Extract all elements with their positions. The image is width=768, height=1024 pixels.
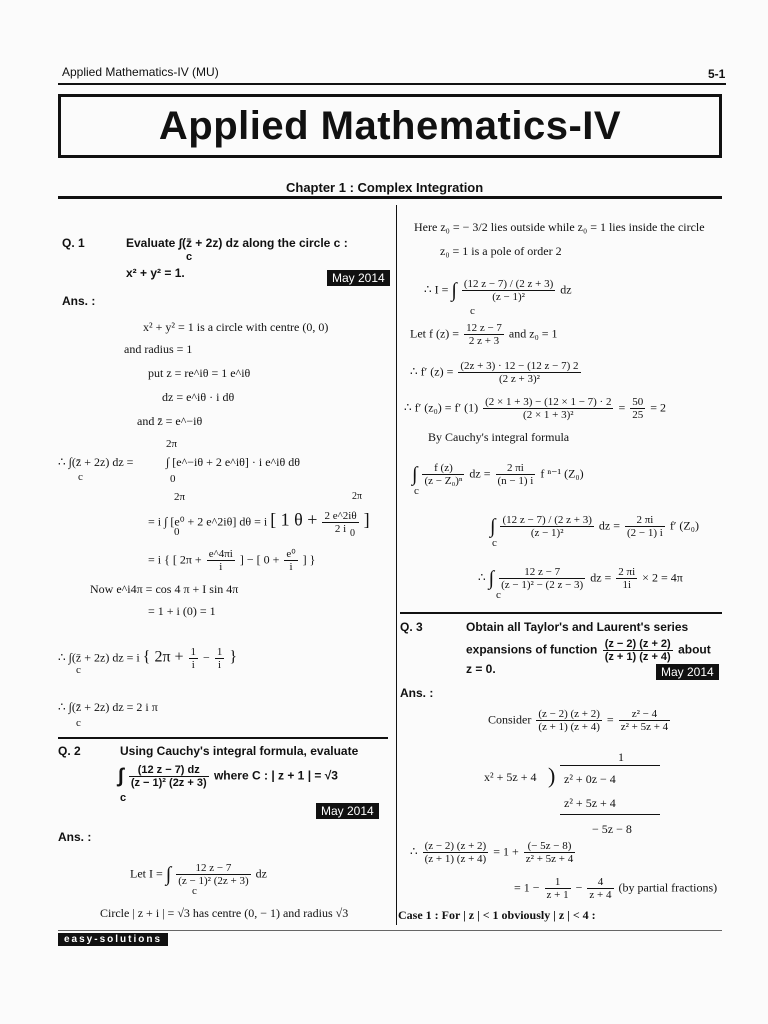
q1-line-5: and z̄ = e^−iθ	[137, 414, 203, 428]
q2-rule	[58, 737, 388, 739]
q3-r-den: (z + 1) (z + 4)	[424, 853, 487, 865]
footer-logo: easy-solutions	[58, 933, 168, 946]
q3-fn-den: (z + 1) (z + 4)	[604, 651, 671, 663]
r-fpz-num: (2 × 1 + 3) − (12 × 1 − 7) · 2	[485, 396, 612, 408]
r-c3-rn: 2 πi	[618, 566, 636, 578]
q3-line3: z = 0.	[466, 662, 496, 676]
q3-cons-den: (z + 1) (z + 4)	[538, 721, 600, 733]
q1-res1	[58, 646, 237, 671]
page-number: 5-1	[708, 67, 726, 81]
footer-rule	[58, 930, 722, 931]
r-fp-frac	[458, 360, 580, 385]
q1-res1-frac-1	[189, 646, 199, 671]
r-c2	[490, 514, 699, 539]
q1-step3	[148, 548, 315, 573]
r-I-den: (z − 1)²	[492, 291, 525, 303]
r-I	[424, 278, 572, 303]
q2-integral-frac	[129, 764, 209, 789]
r-c2-den: (z − 1)²	[530, 527, 564, 539]
q3-label: Q. 3	[400, 620, 423, 634]
q3-rule	[400, 612, 722, 614]
r-c2-end: f′ (Z₀)	[669, 518, 699, 533]
r-cf-rn: 2 πi	[496, 462, 536, 475]
q3-r-num: (z − 2) (z + 2)	[424, 840, 487, 852]
q2-let	[130, 862, 267, 887]
r-fpz-frac	[483, 396, 613, 421]
r-c3-rfrac	[616, 566, 637, 591]
r-c3	[478, 566, 683, 591]
r-cf-den: (z − Z₀)ⁿ	[424, 475, 463, 487]
q1-step3-f2-num: e⁰	[286, 548, 296, 560]
r-cf-num: f (z)	[422, 462, 464, 475]
chapter-title: Chapter 1 : Complex Integration	[286, 180, 484, 195]
q3-pf-lhs: = 1 −	[514, 880, 540, 895]
r-let-num: 12 z − 7	[466, 322, 502, 334]
r-cauchy: By Cauchy's integral formula	[428, 430, 570, 444]
r-c3-int: ∫	[488, 567, 495, 590]
q3-div-rem: − 5z − 8	[592, 822, 632, 836]
q3-line2a: expansions of function	[466, 642, 598, 657]
r-I-num: (12 z − 7) / (2 z + 3)	[463, 278, 554, 290]
q1-line-2: and radius = 1	[124, 342, 193, 356]
q1-step2-bot: 0	[174, 526, 180, 538]
q3-consider-label: Consider	[488, 712, 532, 727]
q1-badge: May 2014	[327, 270, 390, 286]
q3-cons-frac	[536, 708, 602, 733]
r-let-den: 2 z + 3	[468, 335, 500, 347]
q3-r-eq: = 1 +	[493, 844, 519, 859]
q3-badge: May 2014	[656, 664, 719, 680]
q3-div-sub: z² + 5z + 4	[564, 796, 616, 810]
r-here: Here z₀ = − 3/2 lies outside while z₀ = 1 lies inside the circle	[414, 220, 705, 234]
q1-step2-top: 2π	[174, 491, 186, 503]
q1-step1-lhs: ∴ ∫(z̄ + 2z) dz =	[58, 455, 134, 469]
r-fp-den: (2 z + 3)²	[498, 373, 540, 385]
q3-cons-num: (z − 2) (z + 2)	[538, 708, 600, 720]
q1-step2-bracket: [ 1 θ +	[270, 509, 318, 530]
q1-now2: = 1 + i (0) = 1	[148, 604, 216, 618]
q2-question: Using Cauchy's integral formula, evaluate	[120, 744, 359, 758]
r-fpz-end: = 2	[650, 400, 667, 415]
r-c3-den: (z − 1)² − (2 z − 3)	[501, 579, 584, 591]
q2-let-lhs: Let I =	[130, 866, 163, 881]
q1-step3-end: ] }	[302, 552, 316, 567]
q3-pf-frac-2	[587, 876, 613, 901]
q3-pf-note: (by partial fractions)	[618, 880, 718, 895]
r-c3-num: 12 z − 7	[499, 566, 585, 579]
r-sub-c-3: c	[492, 537, 497, 549]
q2-let-int: ∫	[165, 863, 172, 886]
q3-div-bracket: )	[548, 763, 556, 788]
q1-res1-f1-num: 1	[190, 646, 197, 658]
r-pole: z₀ = 1 is a pole of order 2	[440, 244, 562, 258]
q1-step3-f2-den: i	[289, 561, 293, 573]
q3-fn-num: (z − 2) (z + 2)	[604, 638, 671, 650]
q2-let-den: (z − 1)² (2z + 3)	[178, 875, 249, 887]
r-fp	[410, 360, 583, 385]
q2-circle: Circle | z + i | = √3 has centre (0, − 1) and radius √3	[100, 906, 349, 920]
r-fp-lhs: ∴ f′ (z) =	[410, 364, 454, 379]
q3-pf-d1: z + 1	[546, 889, 569, 901]
q1-res1-lhs: ∴ ∫(z̄ + 2z) dz = i	[58, 650, 140, 665]
q1-res1-f2-den: i	[218, 659, 222, 671]
q3-consider	[488, 708, 672, 733]
r-c2-dz: dz =	[598, 518, 620, 533]
r-I-frac	[462, 278, 555, 303]
r-fpz-den: (2 × 1 + 3)²	[523, 409, 574, 421]
q2-int-num: (12 z − 7) dz	[129, 764, 209, 777]
q3-r-rfrac	[524, 840, 575, 865]
r-c3-frac	[499, 566, 585, 591]
q1-int-top: 2π	[166, 438, 178, 450]
r-cf-int: ∫	[412, 463, 418, 486]
r-fpz	[404, 396, 666, 421]
r-sub-c-1: c	[470, 305, 475, 317]
q3-div-dividend: z² + 0z − 4	[564, 772, 616, 786]
q1-step3-frac-2	[284, 548, 297, 573]
q1-step3-mid: ] − [ 0 +	[239, 552, 280, 567]
q3-result-therefore: ∴	[410, 844, 421, 859]
q1-label: Q. 1	[62, 236, 85, 250]
r-fpz-frac-2	[630, 396, 645, 421]
q2-badge: May 2014	[316, 803, 379, 819]
q1-step1-rhs: ∫ [e^−iθ + 2 e^iθ] · i e^iθ dθ	[166, 455, 301, 469]
chapter-rule	[58, 196, 722, 199]
q1-step3-frac-1	[207, 548, 235, 573]
q2-let-num: 12 z − 7	[176, 862, 250, 875]
q3-pf-n2: 4	[587, 876, 613, 889]
q1-res1-frac-2	[215, 646, 225, 671]
q2-integral-sign: ∫	[118, 765, 124, 787]
q1-sub-c: c	[186, 251, 193, 263]
r-let	[410, 322, 558, 347]
q1-sub-c-4: c	[76, 717, 81, 729]
q2-label: Q. 2	[58, 744, 81, 758]
q2-ans: Ans. :	[58, 830, 92, 844]
q3-cons-rn: z² − 4	[619, 708, 670, 721]
q1-step2-end: ]	[363, 509, 370, 530]
q1-circle: x² + y² = 1.	[126, 266, 185, 280]
q3-fn-frac	[603, 638, 673, 663]
r-fp-num: (2z + 3) · 12 − (12 z − 7) 2	[460, 360, 579, 372]
r-sub-c-4: c	[496, 589, 501, 601]
q1-step2	[148, 510, 370, 535]
r-cf	[412, 462, 584, 487]
q1-step3-f1-num: e^4πi	[208, 548, 233, 560]
q1-int-bot: 0	[170, 473, 176, 485]
r-c3-rd: 1i	[622, 579, 632, 591]
q1-line-1: x² + y² = 1 is a circle with centre (0, 0)	[143, 320, 329, 334]
running-title: Applied Mathematics-IV (MU)	[62, 65, 219, 79]
q1-question: Evaluate ∫(z̄ + 2z) dz along the circle c :	[126, 236, 348, 250]
r-fpz-d2: 25	[632, 409, 644, 421]
q1-step2-main: = i ∫ [e⁰ + 2 e^2iθ] dθ = i	[148, 514, 268, 529]
r-c2-rn: 2 πi	[625, 514, 665, 527]
r-cf-dz: dz =	[469, 466, 491, 481]
header-rule	[58, 83, 726, 85]
q2-let-frac	[176, 862, 250, 887]
q3-ans: Ans. :	[400, 686, 434, 700]
q3-cons-rfrac	[619, 708, 670, 733]
q3-line2b: about	[678, 642, 711, 657]
q1-res1-f1-den: i	[191, 659, 195, 671]
r-I-int: ∫	[451, 279, 457, 302]
r-c2-num: (12 z − 7) / (2 z + 3)	[502, 514, 592, 526]
q1-step2-lim-top: 2π	[352, 491, 363, 502]
q2-let-dz: dz	[255, 866, 267, 881]
q3-case: Case 1 : For | z | < 1 obviously | z | < 4 :	[398, 908, 596, 922]
q3-line1: Obtain all Taylor's and Laurent's series	[466, 620, 689, 634]
q1-res1-f2-num: 1	[216, 646, 223, 658]
q3-cons-rd: z² + 5z + 4	[620, 721, 669, 733]
q1-line-4: dz = e^iθ · i dθ	[162, 390, 235, 404]
q2-integral	[118, 764, 338, 789]
q2-sub-c: c	[120, 792, 127, 804]
r-cf-end: f ⁿ⁻¹ (Z₀)	[540, 466, 584, 481]
q1-ans: Ans. :	[62, 294, 96, 308]
r-cf-rd: (n − 1) i	[497, 475, 534, 487]
q3-pf-n1: 1	[545, 876, 571, 889]
r-c2-rd: (2 − 1) i	[626, 527, 663, 539]
q3-cons-eq: =	[606, 712, 614, 727]
q3-result	[410, 840, 577, 865]
q3-pf-frac-1	[545, 876, 571, 901]
q1-step3-f1-den: i	[219, 561, 223, 573]
q3-r-fn: (− 5z − 8)	[524, 840, 575, 853]
q1-step2-frac-den: 2 i	[334, 523, 347, 535]
r-I-dz: dz	[560, 282, 572, 297]
r-c3-dz: dz =	[590, 570, 612, 585]
q3-line2	[466, 638, 711, 663]
r-c3-end: × 2 = 4π	[642, 570, 683, 585]
q3-div-quotient: 1	[618, 750, 624, 764]
q3-pf-d2: z + 4	[589, 889, 612, 901]
r-sub-c-2: c	[414, 485, 419, 497]
q3-r-fd: z² + 5z + 4	[525, 853, 574, 865]
q1-sub-c-2: c	[78, 471, 83, 483]
r-fpz-lhs: ∴ f′ (z₀) = f′ (1)	[404, 400, 479, 415]
q1-res1-minus: −	[203, 650, 210, 665]
r-fpz-eq: =	[618, 400, 626, 415]
q1-res1-rhs: { 2π +	[142, 648, 184, 666]
q1-line-3: put z = re^iθ = 1 e^iθ	[148, 366, 251, 380]
r-let-end: and z₀ = 1	[508, 326, 558, 341]
r-c2-frac	[500, 514, 593, 539]
q1-res1-end: }	[229, 648, 238, 666]
q3-pf	[514, 876, 717, 901]
r-c2-int: ∫	[490, 515, 496, 538]
r-cf-frac	[422, 462, 464, 487]
r-I-lhs: ∴ I =	[424, 282, 449, 297]
r-c2-rfrac	[625, 514, 665, 539]
r-c3-therefore: ∴	[478, 570, 489, 585]
q2-sub-c-2: c	[192, 885, 197, 897]
r-let-lhs: Let f (z) =	[410, 326, 460, 341]
r-let-frac	[464, 322, 504, 347]
q1-step2-lim-bot: 0	[350, 528, 355, 539]
r-cf-rfrac	[496, 462, 536, 487]
q1-step2-frac-num: 2 e^2iθ	[324, 510, 357, 522]
q2-int-den: (z − 1)² (2z + 3)	[130, 777, 207, 789]
q1-step3-main: = i { [ 2π +	[148, 552, 202, 567]
r-fpz-n2: 50	[632, 396, 644, 408]
q1-sub-c-3: c	[76, 664, 81, 676]
q3-div-bar	[560, 765, 660, 766]
q2-where: where C : | z + 1 | = √3	[213, 768, 338, 783]
q3-r-frac	[423, 840, 489, 865]
column-divider	[396, 205, 397, 925]
q3-div-rule	[560, 814, 660, 815]
q1-now: Now e^i4π = cos 4 π + I sin 4π	[90, 582, 239, 596]
q1-res2: ∴ ∫(z̄ + 2z) dz = 2 i π	[58, 700, 158, 714]
q3-div-divisor: x² + 5z + 4	[484, 770, 537, 784]
q3-pf-minus: −	[575, 880, 583, 895]
book-title: Applied Mathematics-IV	[158, 104, 622, 148]
